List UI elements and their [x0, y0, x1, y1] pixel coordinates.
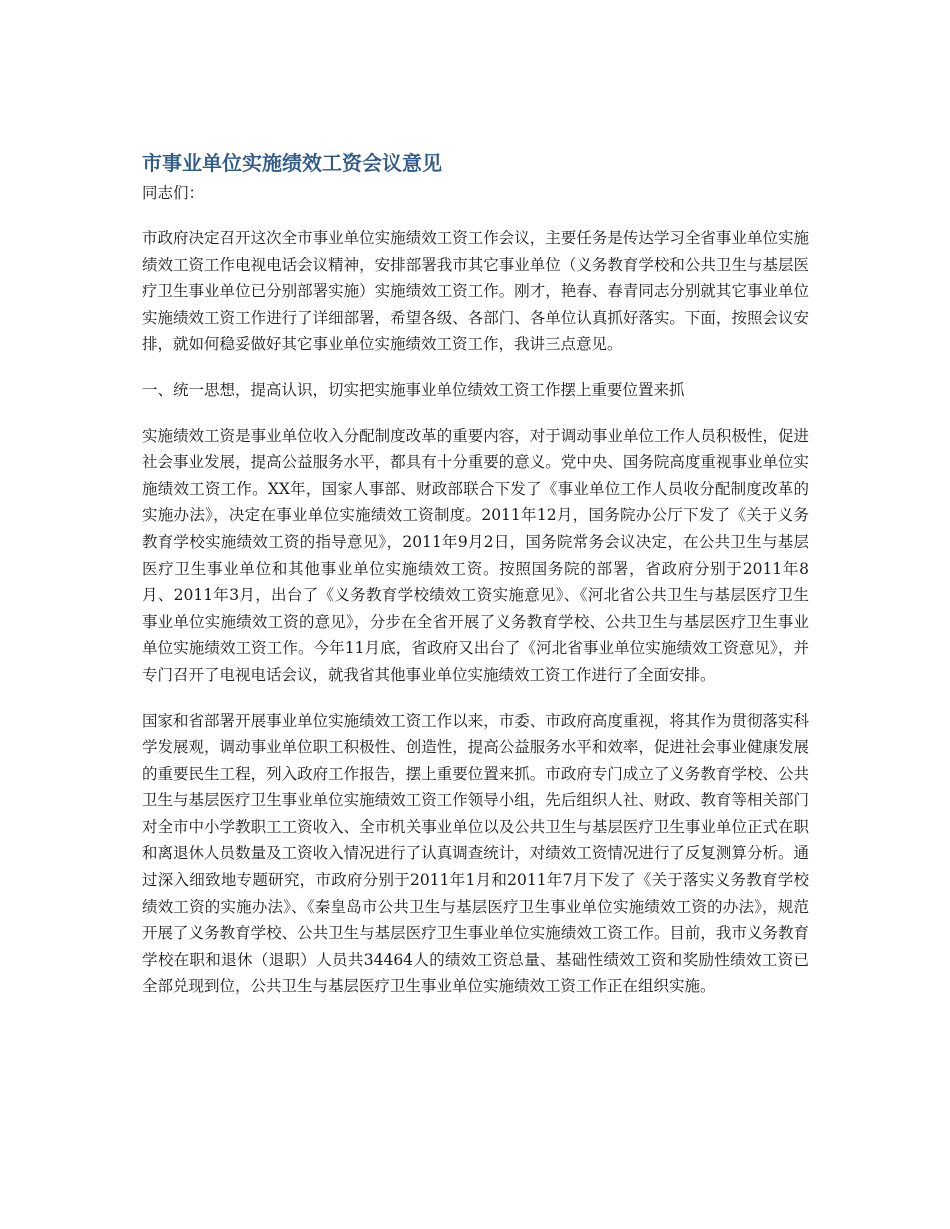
paragraph-background: 实施绩效工资是事业单位收入分配制度改革的重要内容，对于调动事业单位工作人员积极性，促进社会事业发展，提高公益服务水平，都具有十分重要的意义。党中央、国务院高度重视事业单位实施绩效工资工作。XX年，国家人事部、财政部联合下发了《事业单位工作人员收分配制度改革的实施办法》，决定在事业单位实施绩效工资制度。2011年12月，国务院办公厅下发了《关于义务教育学校实施绩效工资的指导意见》，2011年9月2日，国务院常务会议决定，在公共卫生与基层医疗卫生事业单位和其他事业单位实施绩效工资。按照国务院的部署，省政府分别于2011年8月、2011年3月，出台了《义务教育学校绩效工资实施意见》、《河北省公共卫生与基层医疗卫生事业单位实施绩效工资的意见》，分步在全省开展了义务教育学校、公共卫生与基层医疗卫生事业单位实施绩效工资工作。今年11月底，省政府又出台了《河北省事业单位实施绩效工资意见》，并专门召开了电视电话会议，就我省其他事业单位实施绩效工资工作进行了全面安排。: [142, 426, 809, 684]
paragraph-intro: 市政府决定召开这次全市事业单位实施绩效工资工作会议，主要任务是传达学习全省事业单位实施绩效工资工作电视电话会议精神，安排部署我市其它事业单位（义务教育学校和公共卫生与基层医疗卫生事业单位已分别部署实施）实施绩效工资工作。刚才，艳春、春青同志分别就其它事业单位实施绩效工资工作进行了详细部署，希望各级、各部门、各单位认真抓好落实。下面，按照会议安排，就如何稳妥做好其它事业单位实施绩效工资工作，我讲三点意见。: [142, 229, 809, 354]
section-heading-1: 一、统一思想，提高认识，切实把实施事业单位绩效工资工作摆上重要位置来抓: [142, 380, 685, 399]
paragraph-progress: 国家和省部署开展事业单位实施绩效工资工作以来，市委、市政府高度重视，将其作为贯彻落实科学发展观，调动事业单位职工积极性、创造性，提高公益服务水平和效率，促进社会事业健康发展的重要民生工程，列入政府工作报告，摆上重要位置来抓。市政府专门成立了义务教育学校、公共卫生与基层医疗卫生事业单位实施绩效工资工作领导小组，先后组织人社、财政、教育等相关部门对全市中小学教职工工资收入、全市机关事业单位以及公共卫生与基层医疗卫生事业单位正式在职和离退休人员数量及工资收入情况进行了认真调查统计，对绩效工资情况进行了反复测算分析。通过深入细致地专题研究，市政府分别于2011年1月和2011年7月下发了《关于落实义务教育学校绩效工资的实施办法》、《秦皇岛市公共卫生与基层医疗卫生事业单位实施绩效工资的办法》，规范开展了义务教育学校、公共卫生与基层医疗卫生事业单位实施绩效工资工作。目前，我市义务教育学校在职和退休（退职）人员共34464人的绩效工资总量、基础性绩效工资和奖励性绩效工资已全部兑现到位，公共卫生与基层医疗卫生事业单位实施绩效工资工作正在组织实施。: [142, 711, 809, 996]
document-title: 市事业单位实施绩效工资会议意见: [142, 151, 442, 175]
salutation: 同志们：: [142, 184, 205, 202]
document-body: [142, 148, 809, 1000]
